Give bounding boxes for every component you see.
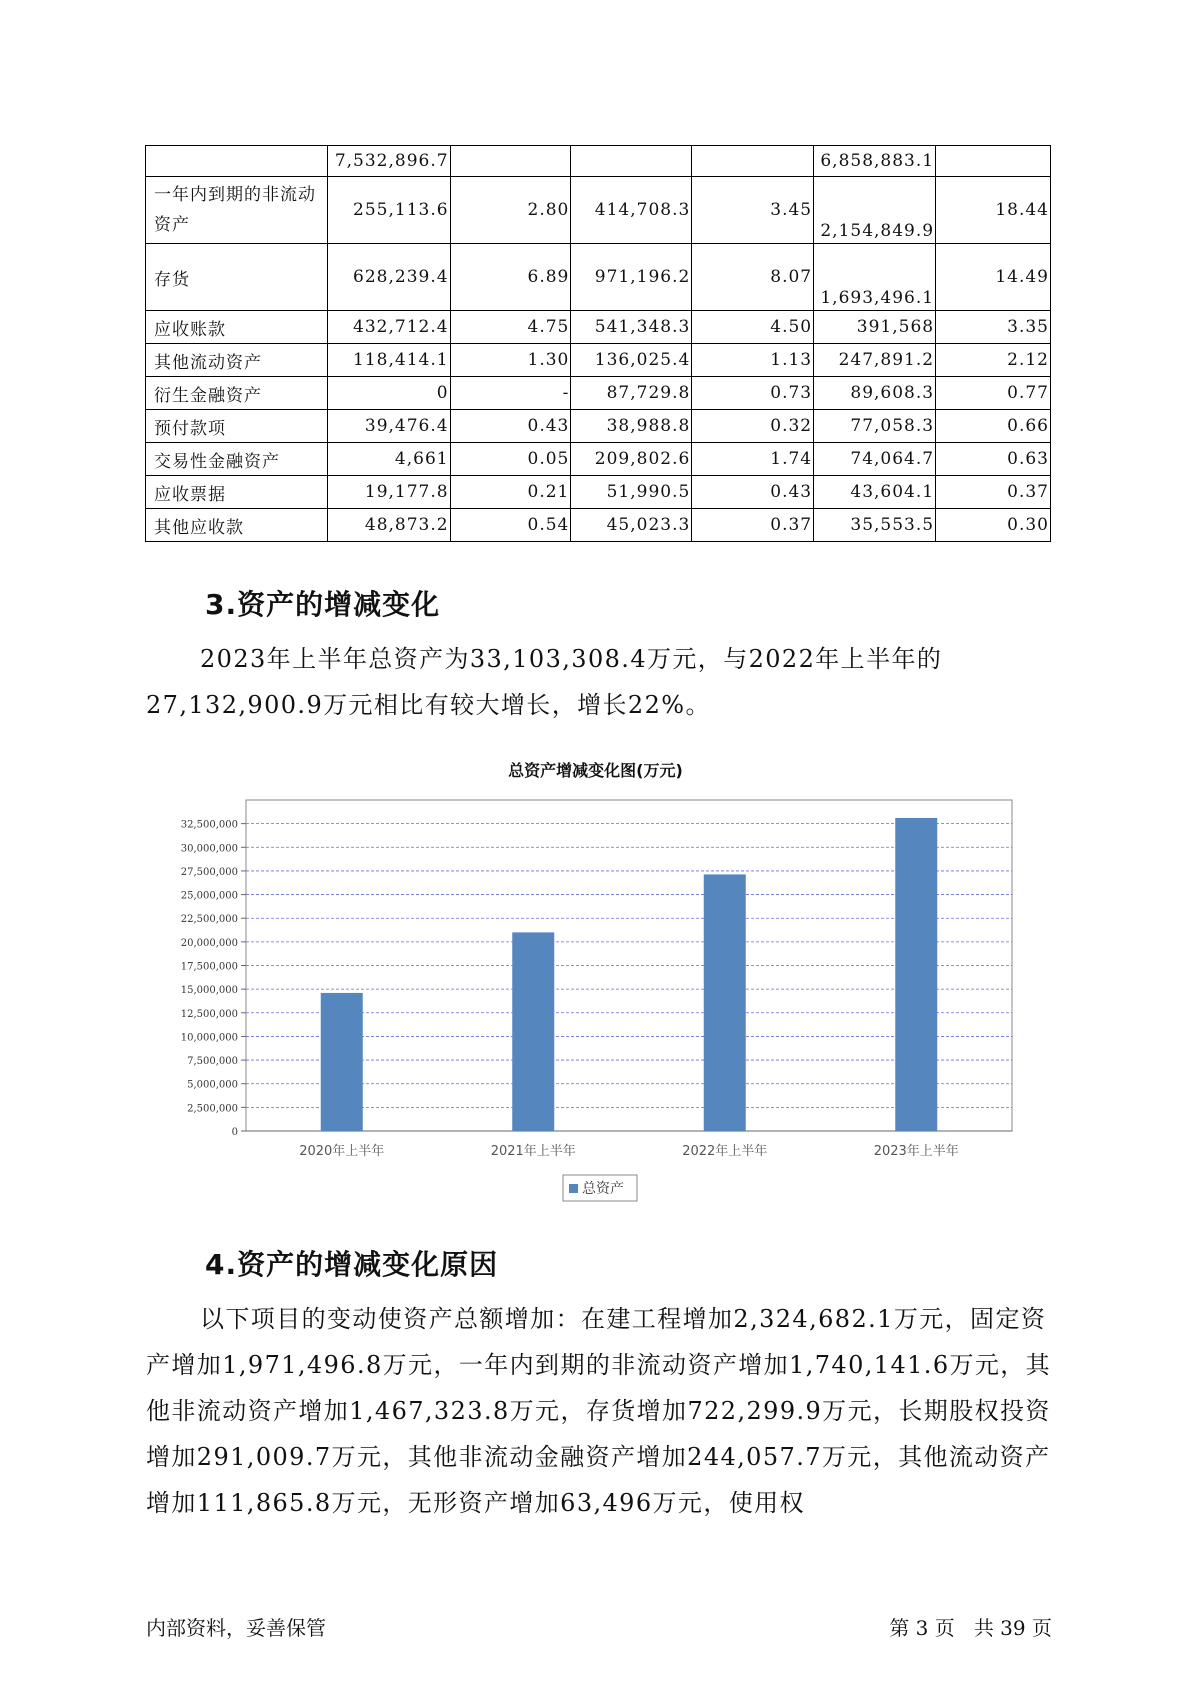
section-paragraph: 2023年上半年总资产为33,103,308.4万元，与2022年上半年的27,132,900.9万元相比有较大增长，增长22%。 bbox=[146, 645, 943, 719]
section-paragraph: 以下项目的变动使资产总额增加：在建工程增加2,324,682.1万元，固定资产增加1,971,496.8万元，一年内到期的非流动资产增加1,740,141.6万元，其他非流动资产增加1,467,323.8万元，存货增加722,299.9万元，长期股权投资增加291,009.7万元，其他非流动金融资产增加244,057.7万元，其他流动资产增加111,865.8万元，无形资产增加63,496万元，使用权 bbox=[146, 1305, 1052, 1517]
cell-value: 4,661 bbox=[327, 443, 450, 476]
row-label: 存货 bbox=[146, 244, 328, 311]
row-label: 衍生金融资产 bbox=[146, 377, 328, 410]
cell-value: 247,891.2 bbox=[814, 344, 936, 377]
cell-percent: 0.66 bbox=[936, 410, 1051, 443]
cell-percent: 1.13 bbox=[692, 344, 814, 377]
cell-value: 74,064.7 bbox=[814, 443, 936, 476]
y-tick-label: 22,500,000 bbox=[180, 914, 238, 926]
y-tick-label: 27,500,000 bbox=[180, 866, 238, 878]
cell-percent: 0.30 bbox=[936, 509, 1051, 542]
cell-percent: 0.43 bbox=[692, 476, 814, 509]
cell-value: 209,802.6 bbox=[571, 443, 692, 476]
cell-value: 391,568 bbox=[814, 311, 936, 344]
cell-value: 255,113.6 bbox=[327, 177, 450, 244]
cell-value: 541,348.3 bbox=[571, 311, 692, 344]
y-tick-label: 15,000,000 bbox=[180, 985, 238, 997]
y-tick-label: 32,500,000 bbox=[180, 819, 238, 831]
cell-value: 118,414.1 bbox=[327, 344, 450, 377]
x-tick-label: 2023年上半年 bbox=[873, 1144, 959, 1159]
cell-value: 77,058.3 bbox=[814, 410, 936, 443]
cell-percent: 6.89 bbox=[450, 244, 571, 311]
cell-percent: 2.80 bbox=[450, 177, 571, 244]
cell-value: 19,177.8 bbox=[327, 476, 450, 509]
chart-title: 总资产增减变化图(万元) bbox=[508, 761, 683, 780]
cell-percent: 4.50 bbox=[692, 311, 814, 344]
cell-percent: 0.37 bbox=[692, 509, 814, 542]
cell-percent: 0.05 bbox=[450, 443, 571, 476]
x-tick-label: 2020年上半年 bbox=[299, 1144, 385, 1159]
row-label: 预付款项 bbox=[146, 410, 328, 443]
cell-percent: 3.45 bbox=[692, 177, 814, 244]
y-tick-label: 2,500,000 bbox=[187, 1103, 238, 1115]
cell-value: 136,025.4 bbox=[571, 344, 692, 377]
cell-value: 6,858,883.1 bbox=[814, 146, 936, 177]
cell-percent: 0.73 bbox=[692, 377, 814, 410]
bar bbox=[704, 874, 746, 1131]
y-tick-label: 10,000,000 bbox=[180, 1032, 238, 1044]
cell-percent: - bbox=[450, 377, 571, 410]
row-label: 一年内到期的非流动资产 bbox=[146, 177, 328, 244]
y-tick-label: 0 bbox=[231, 1127, 238, 1138]
cell-percent: 0.63 bbox=[936, 443, 1051, 476]
row-label: 其他应收款 bbox=[146, 509, 328, 542]
cell-value: 7,532,896.7 bbox=[327, 146, 450, 177]
row-label: 其他流动资产 bbox=[146, 344, 328, 377]
cell-value: 38,988.8 bbox=[571, 410, 692, 443]
cell-value: 2,154,849.9 bbox=[814, 177, 936, 244]
cell-percent: 1.74 bbox=[692, 443, 814, 476]
cell-value: 45,023.3 bbox=[571, 509, 692, 542]
cell-value: 48,873.2 bbox=[327, 509, 450, 542]
cell-percent: 0.77 bbox=[936, 377, 1051, 410]
cell-value: 43,604.1 bbox=[814, 476, 936, 509]
y-tick-label: 7,500,000 bbox=[187, 1056, 238, 1068]
legend-swatch bbox=[569, 1184, 578, 1193]
cell-value: 414,708.3 bbox=[571, 177, 692, 244]
y-tick-label: 12,500,000 bbox=[180, 1008, 238, 1020]
cell-percent: 3.35 bbox=[936, 311, 1051, 344]
cell-percent: 0.21 bbox=[450, 476, 571, 509]
cell-percent: 0.37 bbox=[936, 476, 1051, 509]
y-tick-label: 17,500,000 bbox=[180, 961, 238, 973]
y-tick-label: 20,000,000 bbox=[180, 937, 238, 949]
footer-right: 第 3 页 共 39 页 bbox=[889, 1616, 1052, 1640]
cell-value: 89,608.3 bbox=[814, 377, 936, 410]
section-heading: 3.资产的增减变化 bbox=[205, 588, 441, 621]
cell-percent: 0.54 bbox=[450, 509, 571, 542]
bar bbox=[321, 993, 363, 1131]
row-label: 交易性金融资产 bbox=[146, 443, 328, 476]
bar bbox=[895, 818, 937, 1131]
y-tick-label: 25,000,000 bbox=[180, 890, 238, 902]
footer-left: 内部资料，妥善保管 bbox=[146, 1616, 326, 1640]
cell-value: 971,196.2 bbox=[571, 244, 692, 311]
x-tick-label: 2022年上半年 bbox=[682, 1144, 768, 1159]
cell-percent: 8.07 bbox=[692, 244, 814, 311]
y-tick-label: 5,000,000 bbox=[187, 1079, 238, 1091]
cell-percent: 14.49 bbox=[936, 244, 1051, 311]
cell-value: 51,990.5 bbox=[571, 476, 692, 509]
cell-value: 87,729.8 bbox=[571, 377, 692, 410]
y-tick-label: 30,000,000 bbox=[180, 843, 238, 855]
cell-value: 39,476.4 bbox=[327, 410, 450, 443]
cell-value: 628,239.4 bbox=[327, 244, 450, 311]
section-heading: 4.资产的增减变化原因 bbox=[205, 1248, 499, 1281]
cell-percent: 2.12 bbox=[936, 344, 1051, 377]
cell-value: 35,553.5 bbox=[814, 509, 936, 542]
cell-value: 0 bbox=[327, 377, 450, 410]
x-tick-label: 2021年上半年 bbox=[490, 1144, 576, 1159]
cell-percent: 1.30 bbox=[450, 344, 571, 377]
cell-percent: 4.75 bbox=[450, 311, 571, 344]
cell-percent: 18.44 bbox=[936, 177, 1051, 244]
legend-label: 总资产 bbox=[582, 1181, 624, 1197]
row-label: 应收账款 bbox=[146, 311, 328, 344]
cell-percent: 0.43 bbox=[450, 410, 571, 443]
cell-percent: 0.32 bbox=[692, 410, 814, 443]
cell-value: 1,693,496.1 bbox=[814, 244, 936, 311]
bar bbox=[512, 932, 554, 1131]
row-label: 应收票据 bbox=[146, 476, 328, 509]
cell-value: 432,712.4 bbox=[327, 311, 450, 344]
